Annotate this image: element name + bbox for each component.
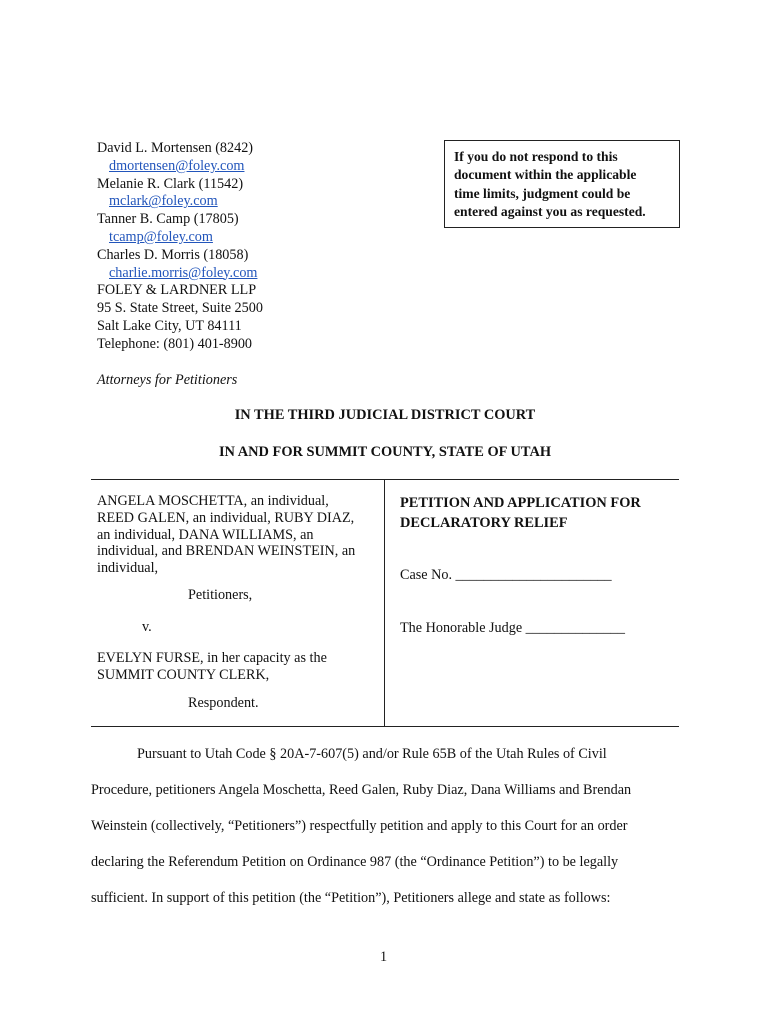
document-title-line: DECLARATORY RELIEF [400, 514, 568, 531]
court-name-heading: IN THE THIRD JUDICIAL DISTRICT COURT [234, 407, 536, 423]
document-title [400, 494, 641, 533]
attorney-name: David L. Mortensen (8242) [97, 140, 254, 156]
petitioners-line: an individual, DANA WILLIAMS, an [97, 526, 314, 543]
respondent-names [97, 650, 379, 684]
firm-address: 95 S. State Street, Suite 2500 [97, 300, 263, 317]
case-number-field: Case No. ______________________ [400, 567, 612, 583]
caption-divider [384, 480, 385, 726]
counsel-role: Attorneys for Petitioners [97, 372, 238, 388]
petitioners-line: REED GALEN, an individual, RUBY DIAZ, [97, 509, 355, 526]
respondent-line: SUMMIT COUNTY CLERK, [97, 666, 270, 683]
notice-line: entered against you as requested. [454, 204, 646, 220]
notice-line: time limits, judgment could be [454, 185, 631, 201]
respondent-label: Respondent. [188, 695, 259, 711]
caption-top-rule [91, 479, 679, 480]
firm-telephone: Telephone: (801) 401-8900 [97, 335, 253, 352]
body-paragraph-line: Procedure, petitioners Angela Moschetta, Reed Galen, Ruby Diaz, Dana Williams and Brendan [91, 782, 632, 798]
petitioners-line: individual, [97, 560, 159, 577]
counsel-block [97, 140, 263, 354]
respondent-line: EVELYN FURSE, in her capacity as the [97, 650, 327, 666]
attorney-email-link[interactable]: mclark@foley.com [109, 193, 218, 210]
attorney-email-link[interactable]: tcamp@foley.com [109, 228, 213, 245]
petitioners-line: ANGELA MOSCHETTA, an individual, [97, 493, 329, 509]
body-paragraph-line: declaring the Referendum Petition on Ordinance 987 (the “Ordinance Petition”) to be legally [91, 854, 619, 870]
body-paragraph-line: sufficient. In support of this petition (the “Petition”), Petitioners allege and state as follows: [91, 890, 611, 906]
notice-box [444, 140, 680, 228]
attorney-name: Melanie R. Clark (11542) [97, 175, 244, 192]
versus-label: v. [142, 619, 152, 635]
notice-line: If you do not respond to this [454, 149, 618, 164]
caption-bottom-rule [91, 726, 679, 727]
attorney-name: Tanner B. Camp (17805) [97, 211, 239, 228]
judge-field: The Honorable Judge ______________ [400, 620, 625, 636]
body-paragraph-line: Pursuant to Utah Code § 20A-7-607(5) and/or Rule 65B of the Utah Rules of Civil [137, 746, 607, 762]
firm-name: FOLEY & LARDNER LLP [97, 282, 257, 299]
page-number: 1 [380, 949, 388, 965]
court-county-heading: IN AND FOR SUMMIT COUNTY, STATE OF UTAH [218, 444, 552, 460]
attorney-email-link[interactable]: dmortensen@foley.com [109, 157, 245, 174]
attorney-email-link[interactable]: charlie.morris@foley.com [109, 264, 258, 281]
firm-city: Salt Lake City, UT 84111 [97, 317, 242, 334]
body-paragraph-line: Weinstein (collectively, “Petitioners”) respectfully petition and apply to this Court for an order [91, 818, 628, 834]
notice-line: document within the applicable [454, 167, 637, 183]
document-title-line: PETITION AND APPLICATION FOR [400, 495, 641, 511]
petitioners-label: Petitioners, [188, 587, 253, 603]
petitioners-line: individual, and BRENDAN WEINSTEIN, an [97, 543, 356, 560]
attorney-name: Charles D. Morris (18058) [97, 246, 249, 263]
petitioners-names [97, 493, 379, 577]
